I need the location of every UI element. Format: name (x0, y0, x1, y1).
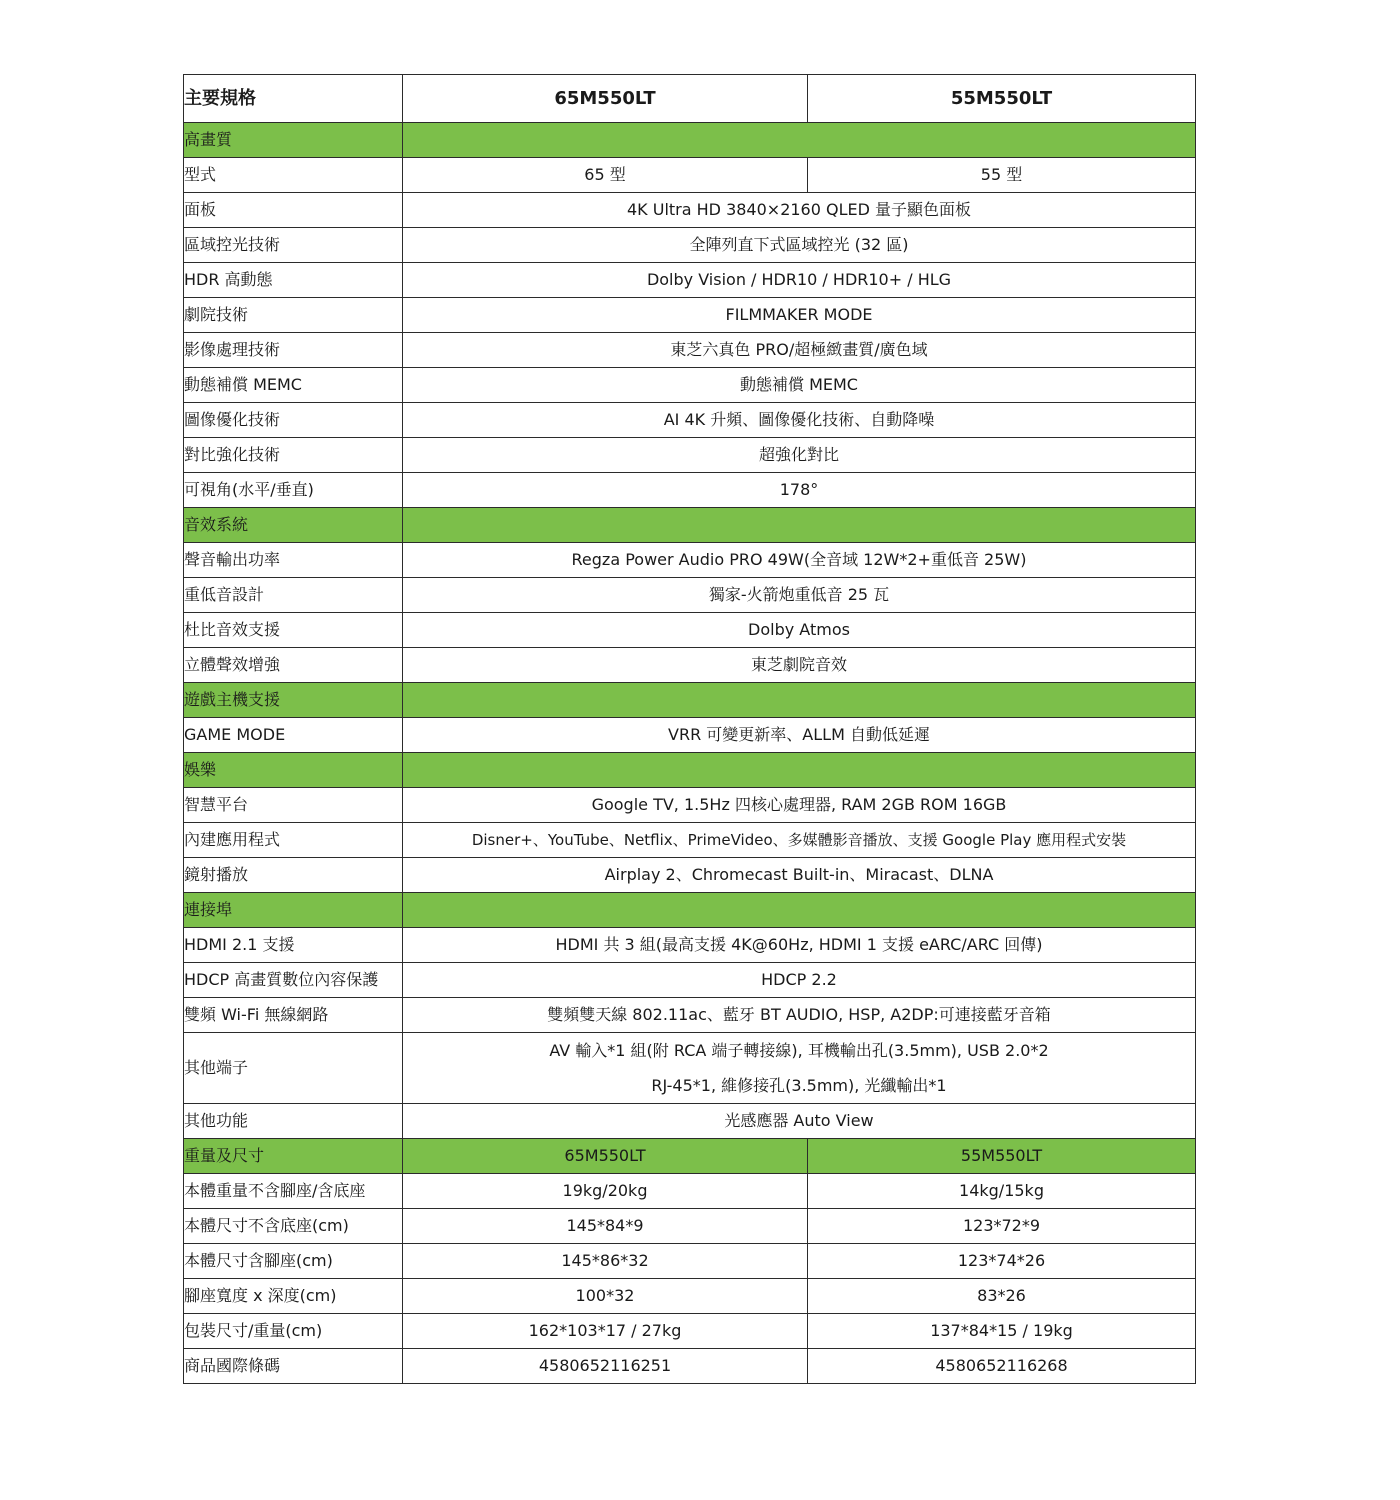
row-label: 聲音輸出功率 (184, 543, 403, 578)
row-label: 雙頻 Wi-Fi 無線網路 (184, 998, 403, 1033)
row-label: 劇院技術 (184, 298, 403, 333)
table-row (184, 823, 1196, 858)
table-row (184, 228, 1196, 263)
model-55-header: 55M550LT (808, 75, 1196, 123)
row-value: AI 4K 升頻、圖像優化技術、自動降噪 (403, 403, 1196, 438)
row-value (403, 1033, 1196, 1104)
header-label: 主要規格 (184, 75, 403, 123)
row-value-65: 145*86*32 (403, 1244, 808, 1279)
table-row (184, 1279, 1196, 1314)
row-label: HDMI 2.1 支援 (184, 928, 403, 963)
row-value: Google TV, 1.5Hz 四核心處理器, RAM 2GB ROM 16GB (403, 788, 1196, 823)
section-fill (403, 683, 1196, 718)
row-value: Disner+、YouTube、Netflix、PrimeVideo、多媒體影音播放、支援 Google Play 應用程式安裝 (403, 823, 1196, 858)
section-row (184, 508, 1196, 543)
section-model-65: 65M550LT (403, 1139, 808, 1174)
row-value: 雙頻雙天線 802.11ac、藍牙 BT AUDIO, HSP, A2DP:可連接藍牙音箱 (403, 998, 1196, 1033)
table-row (184, 718, 1196, 753)
table-row (184, 193, 1196, 228)
row-label: 區域控光技術 (184, 228, 403, 263)
table-row (184, 788, 1196, 823)
row-label: GAME MODE (184, 718, 403, 753)
table-row (184, 998, 1196, 1033)
section-title-entertainment: 娛樂 (184, 753, 403, 788)
section-model-55: 55M550LT (808, 1139, 1196, 1174)
table-row (184, 298, 1196, 333)
table-row (184, 438, 1196, 473)
section-fill (403, 508, 1196, 543)
row-label: 包裝尺寸/重量(cm) (184, 1314, 403, 1349)
table-row (184, 928, 1196, 963)
table-row (184, 613, 1196, 648)
table-row (184, 1209, 1196, 1244)
section-row (184, 683, 1196, 718)
section-row (184, 753, 1196, 788)
row-label: 影像處理技術 (184, 333, 403, 368)
row-value: 東芝六真色 PRO/超極緻畫質/廣色域 (403, 333, 1196, 368)
row-value-65: 4580652116251 (403, 1349, 808, 1384)
model-65-header: 65M550LT (403, 75, 808, 123)
row-label: 腳座寬度 x 深度(cm) (184, 1279, 403, 1314)
table-row (184, 1033, 1196, 1104)
section-fill (403, 753, 1196, 788)
table-row (184, 158, 1196, 193)
row-value: 4K Ultra HD 3840×2160 QLED 量子顯色面板 (403, 193, 1196, 228)
row-label: 智慧平台 (184, 788, 403, 823)
table-row (184, 1104, 1196, 1139)
table-row (184, 263, 1196, 298)
row-value-65: 65 型 (403, 158, 808, 193)
row-value: HDMI 共 3 組(最高支援 4K@60Hz, HDMI 1 支援 eARC/ARC 回傳) (403, 928, 1196, 963)
row-value: 超強化對比 (403, 438, 1196, 473)
row-label: 鏡射播放 (184, 858, 403, 893)
row-value: HDCP 2.2 (403, 963, 1196, 998)
row-value-55: 55 型 (808, 158, 1196, 193)
table-row (184, 1349, 1196, 1384)
row-label: 本體尺寸不含底座(cm) (184, 1209, 403, 1244)
row-value: 全陣列直下式區域控光 (32 區) (403, 228, 1196, 263)
section-row (184, 1139, 1196, 1174)
section-fill (403, 123, 1196, 158)
spec-table (183, 74, 1196, 1384)
section-fill (403, 893, 1196, 928)
section-title-audio: 音效系統 (184, 508, 403, 543)
row-value-65: 19kg/20kg (403, 1174, 808, 1209)
section-title-weight: 重量及尺寸 (184, 1139, 403, 1174)
row-value-55: 123*72*9 (808, 1209, 1196, 1244)
table-row (184, 543, 1196, 578)
row-value: VRR 可變更新率、ALLM 自動低延遲 (403, 718, 1196, 753)
row-value: 光感應器 Auto View (403, 1104, 1196, 1139)
row-label: 面板 (184, 193, 403, 228)
row-value-55: 137*84*15 / 19kg (808, 1314, 1196, 1349)
row-label: HDR 高動態 (184, 263, 403, 298)
section-row (184, 123, 1196, 158)
row-value-line: RJ-45*1, 維修接孔(3.5mm), 光纖輸出*1 (651, 1076, 947, 1095)
row-value-line: AV 輸入*1 組(附 RCA 端子轉接線), 耳機輸出孔(3.5mm), USB 2.0*2 (549, 1041, 1049, 1060)
table-row (184, 403, 1196, 438)
row-value: Regza Power Audio PRO 49W(全音域 12W*2+重低音 25W) (403, 543, 1196, 578)
row-label: 可視角(水平/垂直) (184, 473, 403, 508)
row-value: Airplay 2、Chromecast Built-in、Miracast、DLNA (403, 858, 1196, 893)
section-title-picture: 高畫質 (184, 123, 403, 158)
row-label: 對比強化技術 (184, 438, 403, 473)
row-value: FILMMAKER MODE (403, 298, 1196, 333)
row-label: 內建應用程式 (184, 823, 403, 858)
row-value-65: 162*103*17 / 27kg (403, 1314, 808, 1349)
row-label: 杜比音效支援 (184, 613, 403, 648)
table-row (184, 1244, 1196, 1279)
header-row (184, 75, 1196, 123)
row-label: 其他功能 (184, 1104, 403, 1139)
row-label: 型式 (184, 158, 403, 193)
section-title-gaming: 遊戲主機支援 (184, 683, 403, 718)
row-label: HDCP 高畫質數位內容保護 (184, 963, 403, 998)
section-title-ports: 連接埠 (184, 893, 403, 928)
table-row (184, 333, 1196, 368)
table-row (184, 963, 1196, 998)
row-value: Dolby Atmos (403, 613, 1196, 648)
table-row (184, 858, 1196, 893)
row-value-55: 123*74*26 (808, 1244, 1196, 1279)
row-label: 重低音設計 (184, 578, 403, 613)
row-label: 商品國際條碼 (184, 1349, 403, 1384)
row-value: 178° (403, 473, 1196, 508)
table-row (184, 648, 1196, 683)
row-value: 東芝劇院音效 (403, 648, 1196, 683)
row-label: 圖像優化技術 (184, 403, 403, 438)
row-label: 其他端子 (184, 1033, 403, 1104)
row-label: 動態補償 MEMC (184, 368, 403, 403)
row-label: 立體聲效增強 (184, 648, 403, 683)
row-value: Dolby Vision / HDR10 / HDR10+ / HLG (403, 263, 1196, 298)
table-row (184, 368, 1196, 403)
section-row (184, 893, 1196, 928)
row-value: 獨家-火箭炮重低音 25 瓦 (403, 578, 1196, 613)
table-row (184, 578, 1196, 613)
row-value-55: 14kg/15kg (808, 1174, 1196, 1209)
row-value-65: 100*32 (403, 1279, 808, 1314)
table-row (184, 473, 1196, 508)
row-label: 本體重量不含腳座/含底座 (184, 1174, 403, 1209)
table-row (184, 1174, 1196, 1209)
row-value-55: 4580652116268 (808, 1349, 1196, 1384)
row-label: 本體尺寸含腳座(cm) (184, 1244, 403, 1279)
row-value-55: 83*26 (808, 1279, 1196, 1314)
row-value-65: 145*84*9 (403, 1209, 808, 1244)
table-row (184, 1314, 1196, 1349)
row-value: 動態補償 MEMC (403, 368, 1196, 403)
